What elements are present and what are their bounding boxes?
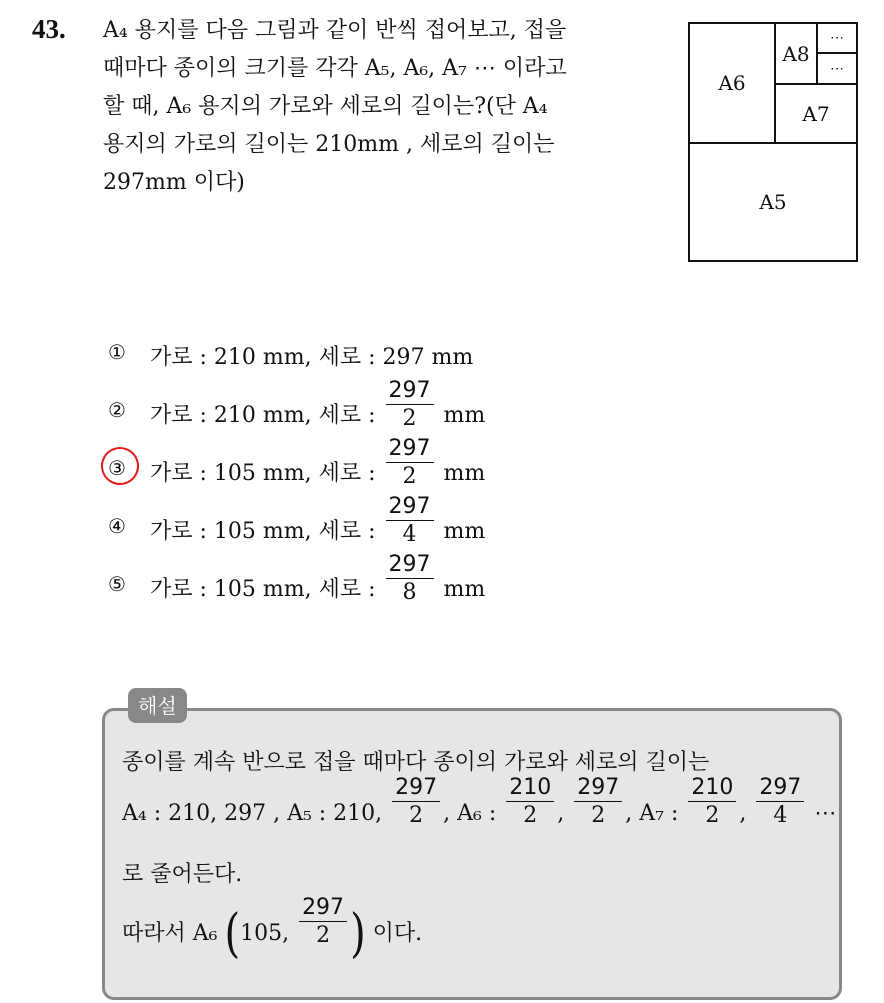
choice-unit: mm	[443, 577, 486, 602]
ellipsis: ⋯	[830, 30, 844, 46]
comma: ,	[443, 801, 451, 826]
choice-width: 가로 : 105 mm, 세로 :	[150, 519, 376, 544]
fraction	[392, 777, 440, 827]
numerator: 297	[388, 552, 431, 577]
question-line: 용지의 가로의 길이는 210mm , 세로의 길이는	[103, 132, 555, 157]
choice-unit: mm	[443, 461, 486, 486]
height-fraction	[386, 438, 434, 488]
denominator: 2	[392, 801, 440, 827]
height-fraction	[386, 554, 434, 604]
choice-unit: mm	[431, 345, 474, 370]
conclusion-suffix: 이다.	[372, 921, 423, 946]
choice-text	[150, 494, 486, 547]
choice-width: 가로 : 105 mm, 세로 :	[150, 461, 376, 486]
fraction	[756, 777, 804, 827]
fraction	[688, 777, 736, 827]
choice-width: 가로 : 210 mm, 세로 :	[150, 403, 376, 428]
question-line: 297mm 이다)	[103, 170, 245, 195]
choice-number: ④	[108, 514, 126, 538]
question-text	[103, 12, 658, 202]
seq-a5: A₅ : 210,	[287, 801, 383, 826]
denominator: 2	[299, 921, 347, 947]
paper-fold-figure	[688, 22, 858, 262]
solution-line-1: 종이를 계속 반으로 접을 때마다 종이의 가로와 세로의 길이는	[122, 750, 710, 775]
solution-sequence	[122, 775, 837, 828]
comma: ,	[739, 801, 747, 826]
choice-height: 297	[382, 345, 425, 370]
label-a6: A6	[718, 71, 746, 95]
choice-width: 가로 : 210 mm, 세로 :	[150, 345, 376, 370]
numerator: 210	[509, 775, 552, 800]
numerator: 297	[388, 436, 431, 461]
comma: ,	[625, 801, 633, 826]
numerator: 297	[577, 775, 620, 800]
denominator: 2	[386, 404, 434, 430]
label-a5: A5	[759, 190, 787, 214]
label-a7: A7	[802, 101, 830, 126]
conclusion-value: 105,	[240, 921, 290, 946]
choice-number: ③	[108, 456, 126, 480]
solution-tag: 해설	[128, 688, 187, 723]
fraction	[506, 777, 554, 827]
region-a8	[776, 24, 818, 83]
numerator: 297	[395, 775, 438, 800]
denominator: 2	[386, 462, 434, 488]
height-fraction	[386, 380, 434, 430]
region-more-2	[818, 54, 856, 83]
solution-line-3: 로 줄어든다.	[122, 862, 243, 887]
numerator: 297	[302, 895, 345, 920]
choice-text	[150, 552, 486, 605]
region-a6	[690, 24, 776, 142]
choice-width: 가로 : 105 mm, 세로 :	[150, 577, 376, 602]
seq-a6: A₆ :	[457, 801, 497, 826]
fraction	[299, 897, 347, 947]
question-line: 때마다 종이의 크기를 각각 A₅, A₆, A₇ ⋯ 이라고	[103, 56, 567, 81]
question-line: 할 때, A₆ 용지의 가로와 세로의 길이는?(단 A₄	[103, 94, 548, 119]
question-number: 43.	[32, 14, 66, 44]
ellipsis: ⋯	[830, 60, 844, 77]
solution-conclusion	[122, 895, 423, 964]
region-a7	[776, 83, 856, 142]
region-more-1	[818, 24, 856, 54]
denominator: 4	[386, 520, 434, 546]
choice-unit: mm	[443, 519, 486, 544]
denominator: 2	[574, 801, 622, 827]
numerator: 297	[759, 775, 802, 800]
question-line: A₄ 용지를 다음 그림과 같이 반씩 접어보고, 접을	[103, 18, 567, 43]
left-paren: (	[224, 904, 241, 964]
choice-text	[150, 436, 486, 489]
comma: ,	[557, 801, 565, 826]
label-a8: A8	[782, 41, 810, 66]
denominator: 2	[506, 801, 554, 827]
numerator: 297	[388, 494, 431, 519]
choice-text	[150, 378, 486, 431]
right-paren: )	[350, 904, 366, 964]
ellipsis: ⋯	[814, 801, 837, 826]
choice-number: ⑤	[108, 572, 126, 596]
seq-a4: A₄ : 210, 297 ,	[122, 801, 281, 826]
choice-number: ①	[108, 340, 126, 364]
denominator: 2	[688, 801, 736, 827]
fraction	[574, 777, 622, 827]
seq-a7: A₇ :	[639, 801, 679, 826]
denominator: 8	[386, 578, 434, 604]
denominator: 4	[756, 801, 804, 827]
choice-unit: mm	[443, 403, 486, 428]
height-fraction	[386, 496, 434, 546]
region-a5	[690, 142, 856, 260]
conclusion-prefix: 따라서 A₆	[122, 921, 218, 946]
choice-text	[150, 340, 473, 371]
choice-number: ②	[108, 398, 126, 422]
numerator: 297	[388, 378, 431, 403]
selected-answer-mark	[96, 442, 145, 491]
numerator: 210	[691, 775, 734, 800]
